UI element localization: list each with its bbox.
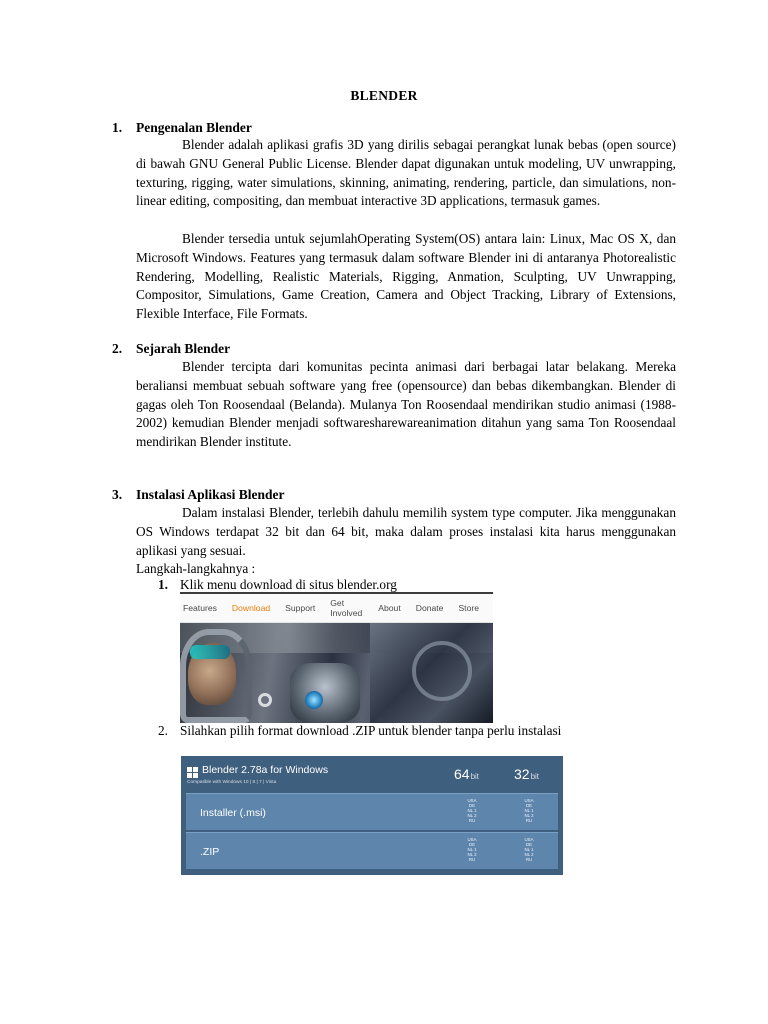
- section-1-paragraph-2: Blender tersedia untuk sejumlahOperating System(OS) antara lain: Linux, Mac OS X, dan Microsoft Windows. Features yang termasuk dalam software Blender ini di antaranya Photorealistic Rendering, Modelling, Realistic Materials, Rigging, Anmation, Sculpting, UV Unwrapping, Compositor, Simulations, Game Creation, Camera and Object Tracking, Library of Extensions, Flexible Interface, File Formats.: [136, 231, 676, 322]
- blender-website-screenshot: [180, 592, 493, 724]
- nav-features[interactable]: Features: [183, 603, 217, 613]
- nav-donate[interactable]: Donate: [415, 603, 444, 613]
- bit-64-header: 64bit: [454, 766, 480, 782]
- windows-logo-icon: [187, 767, 198, 778]
- download-title: Blender 2.78a for Windows: [202, 764, 329, 776]
- step-text: Klik menu download di situs blender.org: [180, 577, 397, 592]
- mirror-list-32[interactable]: USA DE NL 1 NL 2 RU: [524, 798, 534, 823]
- hero-image: [180, 623, 493, 723]
- download-compat: Compatible with Windows 10 | 8 | 7 | Vista: [187, 780, 277, 785]
- section-2-paragraph-1: Blender tercipta dari komunitas pecinta animasi dari berbagai latar belakang. Mereka beraliansi membuat sebuah software yang free (opensource) dan bebas dikembangkan. Blender di gagas oleh Ton Roosendaal (Belanda). Mulanya Ton Roosendaal mendirikan studio animasi (1988-2002) kemudian Blender menjadi softwaresharewareanimation ditahun yang sama Ton Roosendaal mendirikan Blender institute.: [136, 359, 676, 450]
- section-number: 3.: [112, 487, 123, 502]
- nav-about[interactable]: About: [378, 603, 401, 613]
- section-3-paragraph-1: Dalam instalasi Blender, terlebih dahulu memilih system type computer. Jika menggunakan OS Windows terdapat 32 bit dan 64 bit, maka dalam proses instalasi kita harus menggunakan aplikasi yang sesuai.: [136, 505, 676, 558]
- robot-eye: [305, 691, 323, 709]
- mirror-list-32[interactable]: USA DE NL 1 NL 2 RU: [524, 837, 534, 862]
- document-title: BLENDER: [350, 88, 418, 103]
- nav-download[interactable]: Download: [231, 603, 271, 613]
- section-title: Sejarah Blender: [136, 341, 231, 356]
- section-heading-3: [112, 487, 285, 503]
- blender-download-screenshot: [181, 756, 563, 875]
- ring-illustration: [412, 641, 472, 701]
- installer-row[interactable]: [186, 793, 558, 830]
- section-number: 1.: [112, 120, 123, 135]
- section-1-paragraph-1: Blender adalah aplikasi grafis 3D yang dirilis sebagai perangkat lunak bebas (open source) di bawah GNU General Public License. Blender dapat digunakan untuk modeling, UV unwrapping, texturing, rigging, water simulations, skinning, animating, rendering, particle, dan simulations, non-linear editing, compositing, dan membuat interactive 3D applications, termasuk games.: [136, 137, 676, 209]
- section-number: 2.: [112, 341, 123, 356]
- download-header: [181, 756, 563, 792]
- robot-illustration: [290, 663, 360, 723]
- nav-store[interactable]: Store: [458, 603, 479, 613]
- nav-support[interactable]: Support: [285, 603, 316, 613]
- bit-32-header: 32bit: [514, 766, 540, 782]
- nav-get-involved[interactable]: Get Involved: [330, 598, 363, 618]
- section-title: Pengenalan Blender: [136, 120, 252, 135]
- steps-intro: Langkah-langkahnya :: [136, 561, 256, 576]
- installer-label: Installer (.msi): [200, 807, 266, 819]
- character-visor: [190, 645, 230, 659]
- step-number: 2.: [158, 723, 168, 738]
- mechanical-part: [258, 693, 272, 707]
- mirror-list-64[interactable]: USA DE NL 1 NL 2 RU: [467, 837, 477, 862]
- step-number: 1.: [158, 577, 168, 592]
- step-text: Silahkan pilih format download .ZIP untuk blender tanpa perlu instalasi: [180, 723, 562, 738]
- section-title: Instalasi Aplikasi Blender: [136, 487, 285, 502]
- section-heading-1: [112, 120, 252, 136]
- step-2: [158, 722, 676, 741]
- zip-row[interactable]: [186, 832, 558, 869]
- mirror-list-64[interactable]: USA DE NL 1 NL 2 RU: [467, 798, 477, 823]
- section-heading-2: [112, 341, 230, 357]
- site-nav-bar: [180, 594, 493, 623]
- zip-label: .ZIP: [200, 846, 220, 858]
- character-helmet: [180, 629, 252, 723]
